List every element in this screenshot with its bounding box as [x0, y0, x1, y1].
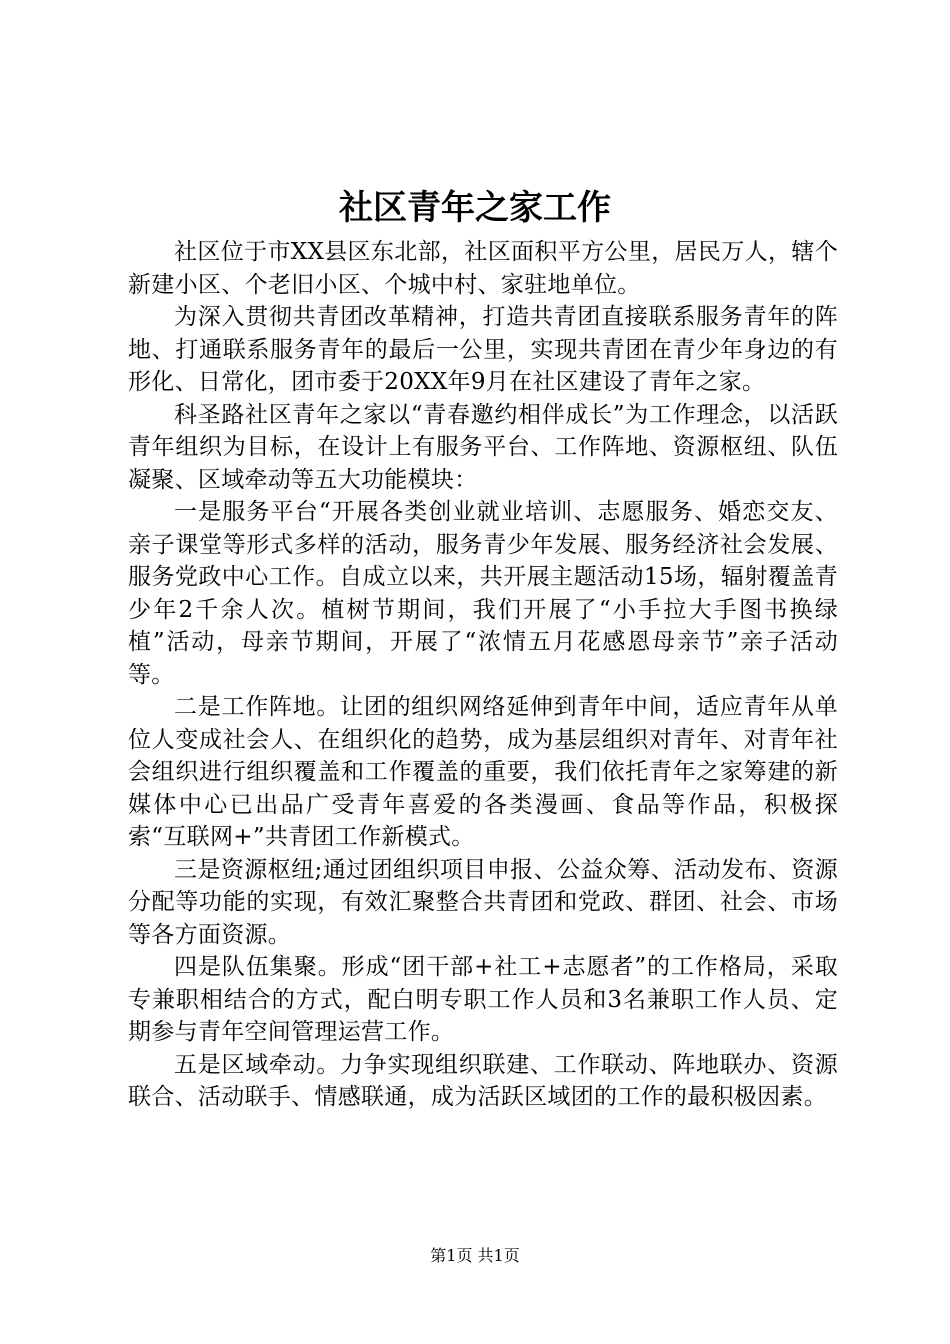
paragraph-background: 为深入贯彻共青团改革精神，打造共青团直接联系服务青年的阵地、打通联系服务青年的最后一公里，实现共青团在青少年身边的有形化、日常化，团市委于20XX年9月在社区建设了青年之家。 [128, 304, 838, 395]
paragraph-intro: 社区位于市XX县区东北部，社区面积平方公里，居民万人，辖个新建小区、个老旧小区、个城中村、家驻地单位。 [128, 239, 838, 298]
paragraph-team-gathering: 四是队伍集聚。形成“团干部+社工+志愿者”的工作格局，采取专兼职相结合的方式，配白明专职工作人员和3名兼职工作人员、定期参与青年空间管理运营工作。 [128, 954, 838, 1045]
paragraph-concept: 科圣路社区青年之家以“青春邀约相伴成长”为工作理念，以活跃青年组织为目标，在设计上有服务平台、工作阵地、资源枢纽、队伍凝聚、区域牵动等五大功能模块： [128, 401, 838, 493]
paragraph-resource-hub: 三是资源枢纽;通过团组织项目申报、公益众筹、活动发布、资源分配等功能的实现，有效汇聚整合共青团和党政、群团、社会、市场等各方面资源。 [128, 856, 838, 948]
paragraph-work-position: 二是工作阵地。让团的组织网络延伸到青年中间，适应青年从单位人变成社会人、在组织化的趋势，成为基层组织对青年、对青年社会组织进行组织覆盖和工作覆盖的重要，我们依托青年之家筹建的新媒体中心已出品广受青年喜爱的各类漫画、食品等作品，积极探索“互联网+”共青团工作新模式。 [128, 694, 838, 850]
paragraph-regional-drive: 五是区域牵动。力争实现组织联建、工作联动、阵地联办、资源联合、活动联手、情感联通，成为活跃区域团的工作的最积极因素。 [128, 1051, 838, 1110]
page-number-footer: 第1页 共1页 [430, 1246, 520, 1265]
paragraph-service-platform: 一是服务平台“开展各类创业就业培训、志愿服务、婚恋交友、亲子课堂等形式多样的活动，服务青少年发展、服务经济社会发展、服务党政中心工作。自成立以来，共开展主题活动15场，辐射覆盖青少年2千余人次。植树节期间，我们开展了“小手拉大手图书换绿植”活动，母亲节期间，开展了“浓情五月花感恩母亲节”亲子活动等。 [128, 499, 838, 688]
page-title: 社区青年之家工作 [339, 188, 611, 228]
document-body [128, 236, 838, 1114]
